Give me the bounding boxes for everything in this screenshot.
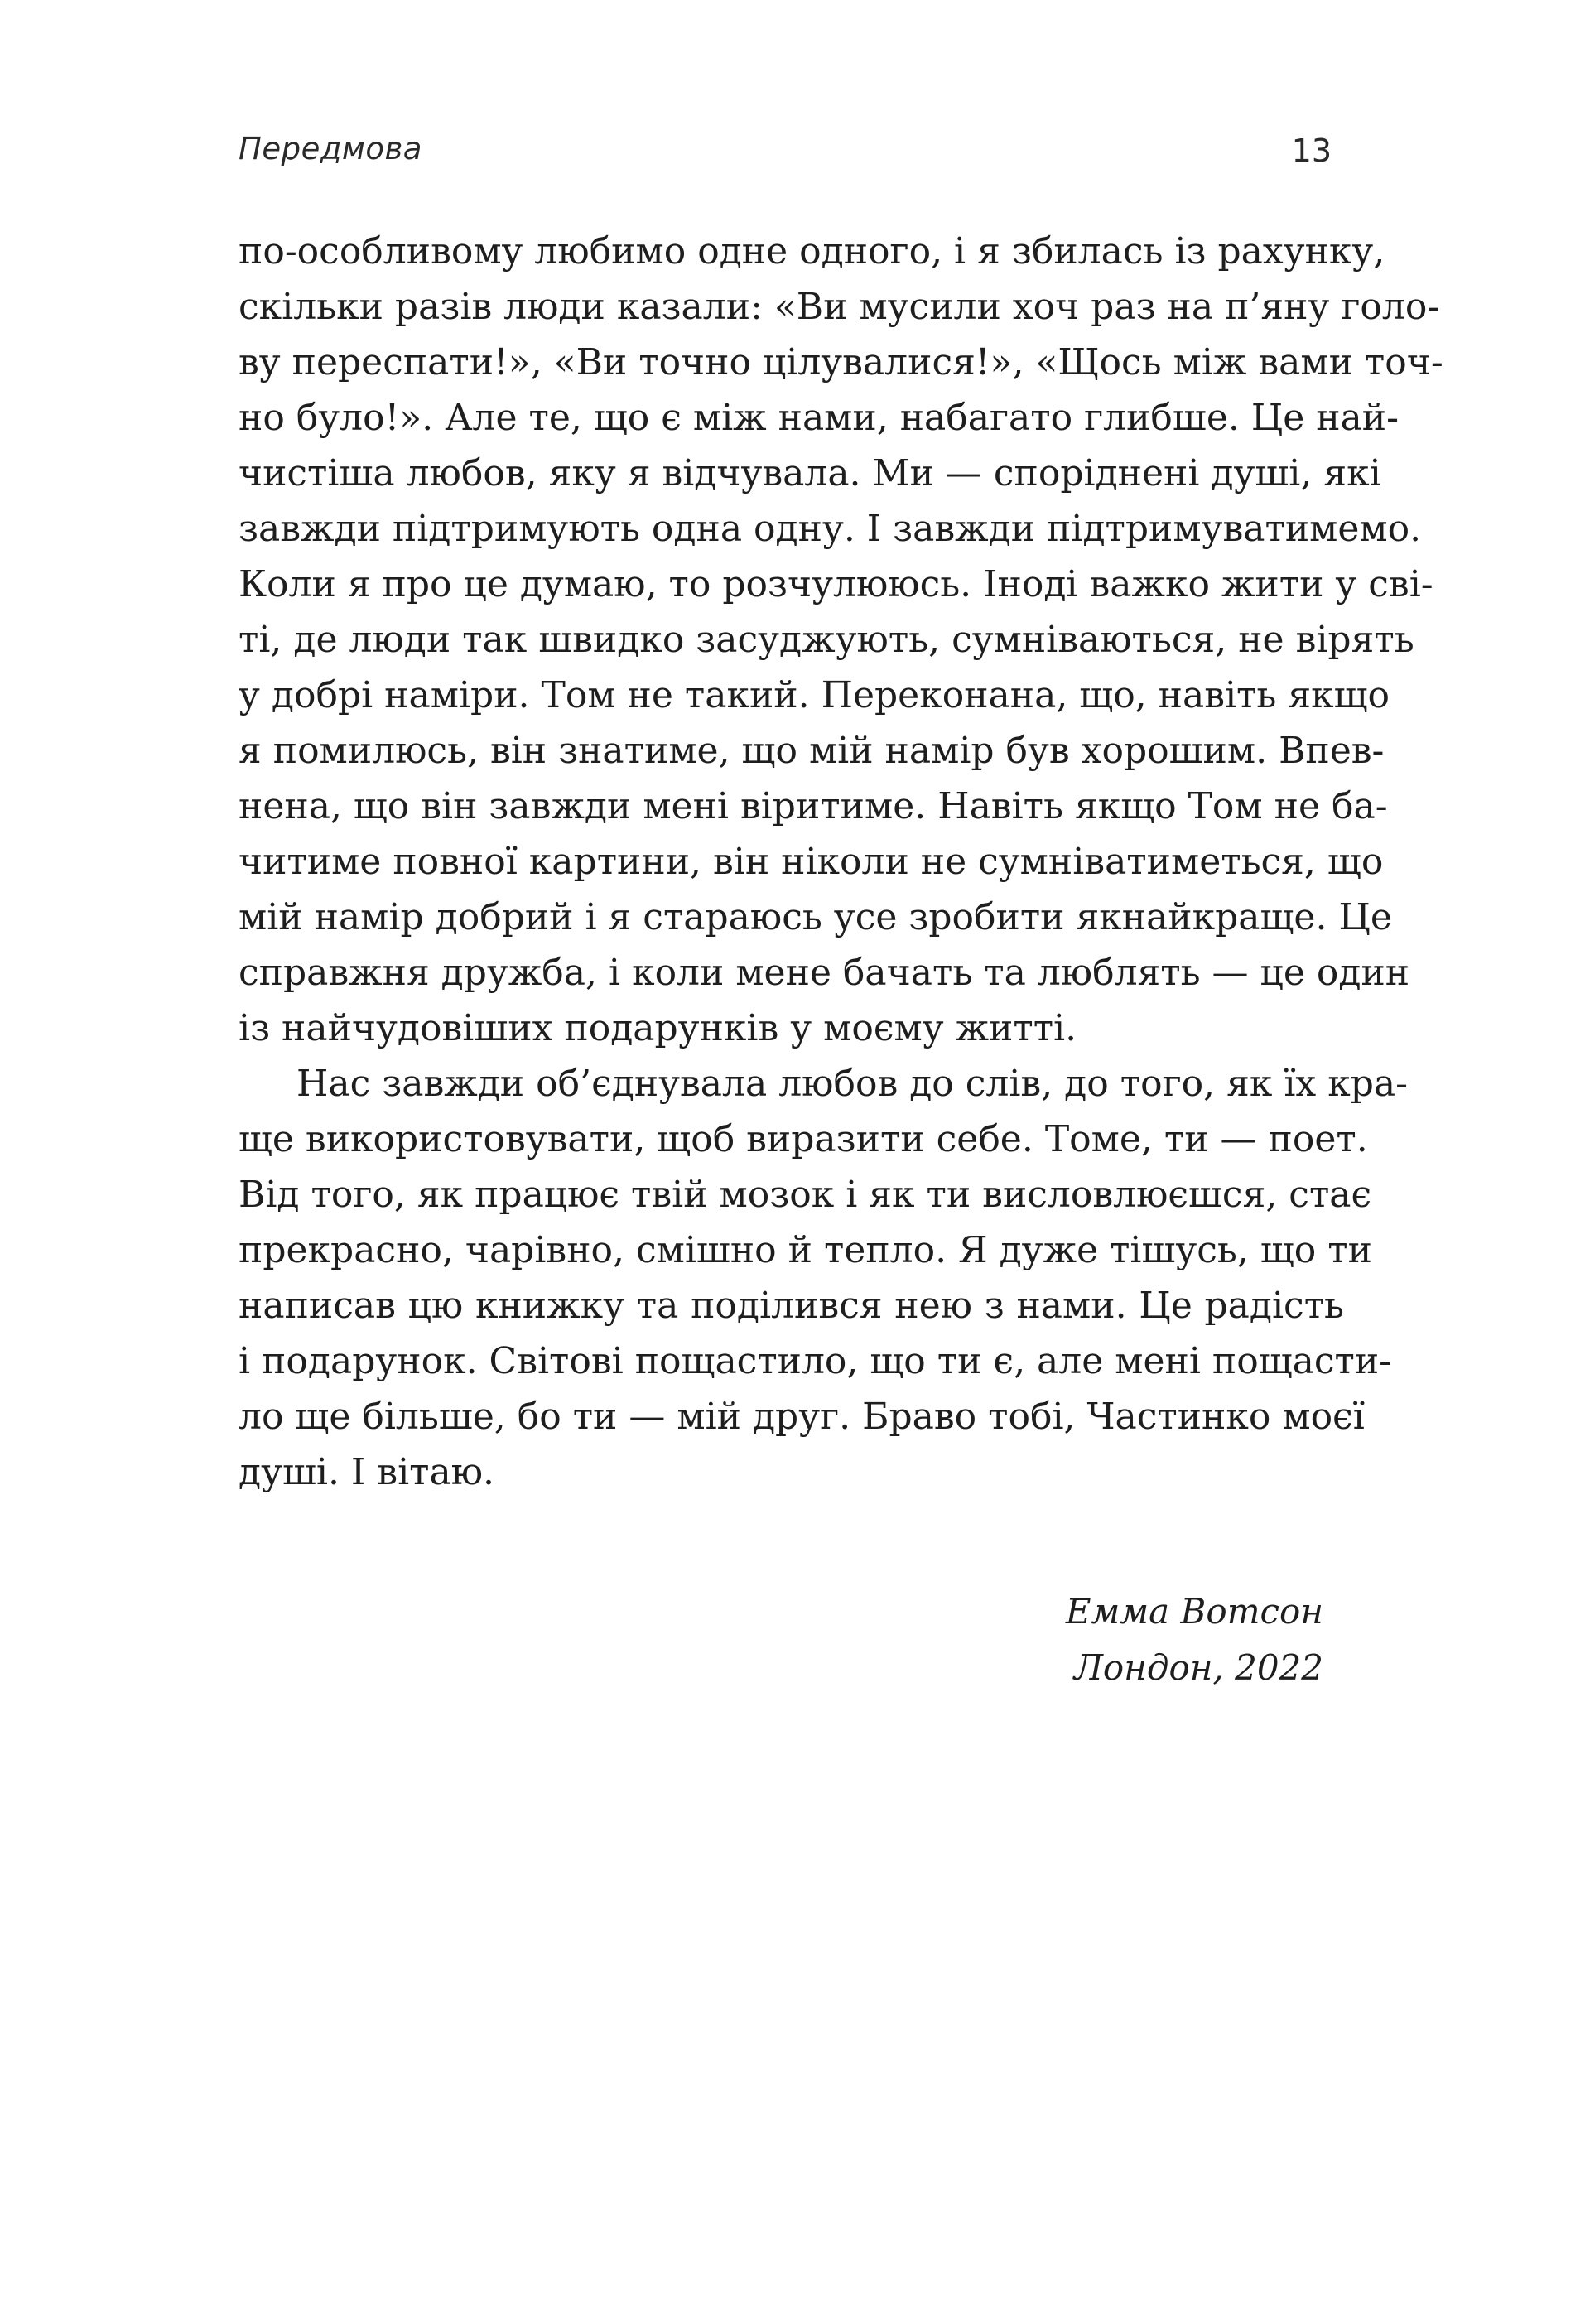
- paragraph: [238, 224, 1443, 1056]
- text-line: мій намір добрий і я стараюсь усе зробити якнайкраще. Це: [238, 896, 1392, 938]
- text-line: Нас завжди об’єднувала любов до слів, до того, як їх кра-: [296, 1063, 1408, 1105]
- text-line: ло ще більше, бо ти — мій друг. Браво тобі, Частинко моєї: [238, 1396, 1365, 1438]
- text-line: душі. І вітаю.: [238, 1451, 495, 1493]
- body-text: [238, 224, 1443, 1500]
- text-line: нена, що він завжди мені віритиме. Навіть якщо Том не ба-: [238, 785, 1388, 827]
- text-line: Від того, як працює твій мозок і як ти висловлюєшся, стає: [238, 1174, 1372, 1216]
- text-line: чистіша любов, яку я відчувала. Ми — споріднені душі, які: [238, 452, 1381, 494]
- text-line: но було!». Але те, що є між нами, набагато глибше. Це най-: [238, 397, 1399, 439]
- text-line: ті, де люди так швидко засуджують, сумніваються, не вірять: [238, 619, 1414, 661]
- text-line: читиме повної картини, він ніколи не сумніватиметься, що: [238, 841, 1384, 883]
- signature: [1066, 1584, 1323, 1696]
- text-line: написав цю книжку та поділився нею з нами. Це радість: [238, 1285, 1344, 1327]
- page-number: 13: [1291, 133, 1332, 169]
- text-line: і подарунок. Світові пощастило, що ти є, але мені пощасти-: [238, 1340, 1392, 1382]
- text-line: справжня дружба, і коли мене бачать та люблять — це один: [238, 952, 1410, 994]
- text-line: ще використовувати, щоб виразити себе. Томе, ти — поет.: [238, 1118, 1368, 1160]
- text-line: завжди підтримують одна одну. І завжди підтримуватимемо.: [238, 508, 1422, 550]
- text-line: із найчудовіших подарунків у моєму житті.: [238, 1007, 1077, 1049]
- signature-place-date: Лондон, 2022: [1073, 1647, 1323, 1688]
- text-line: скільки разів люди казали: «Ви мусили хоч раз на п’яну голо-: [238, 286, 1440, 328]
- text-line: Коли я про це думаю, то розчулююсь. Іноді важко жити у сві-: [238, 563, 1433, 605]
- text-line: прекрасно, чарівно, смішно й тепло. Я дуже тішусь, що ти: [238, 1229, 1372, 1271]
- text-line: у добрі наміри. Том не такий. Переконана, що, навіть якщо: [238, 674, 1390, 716]
- text-line: по-особливому любимо одне одного, і я збилась із рахунку,: [238, 230, 1385, 272]
- text-line: я помилюсь, він знатиме, що мій намір був хорошим. Впев-: [238, 730, 1385, 772]
- running-head: Передмова: [238, 131, 422, 166]
- text-line: ву переспати!», «Ви точно цілувалися!», «Щось між вами точ-: [238, 341, 1443, 383]
- signature-name: Емма Вотсон: [1065, 1591, 1323, 1632]
- paragraph: [238, 1056, 1408, 1500]
